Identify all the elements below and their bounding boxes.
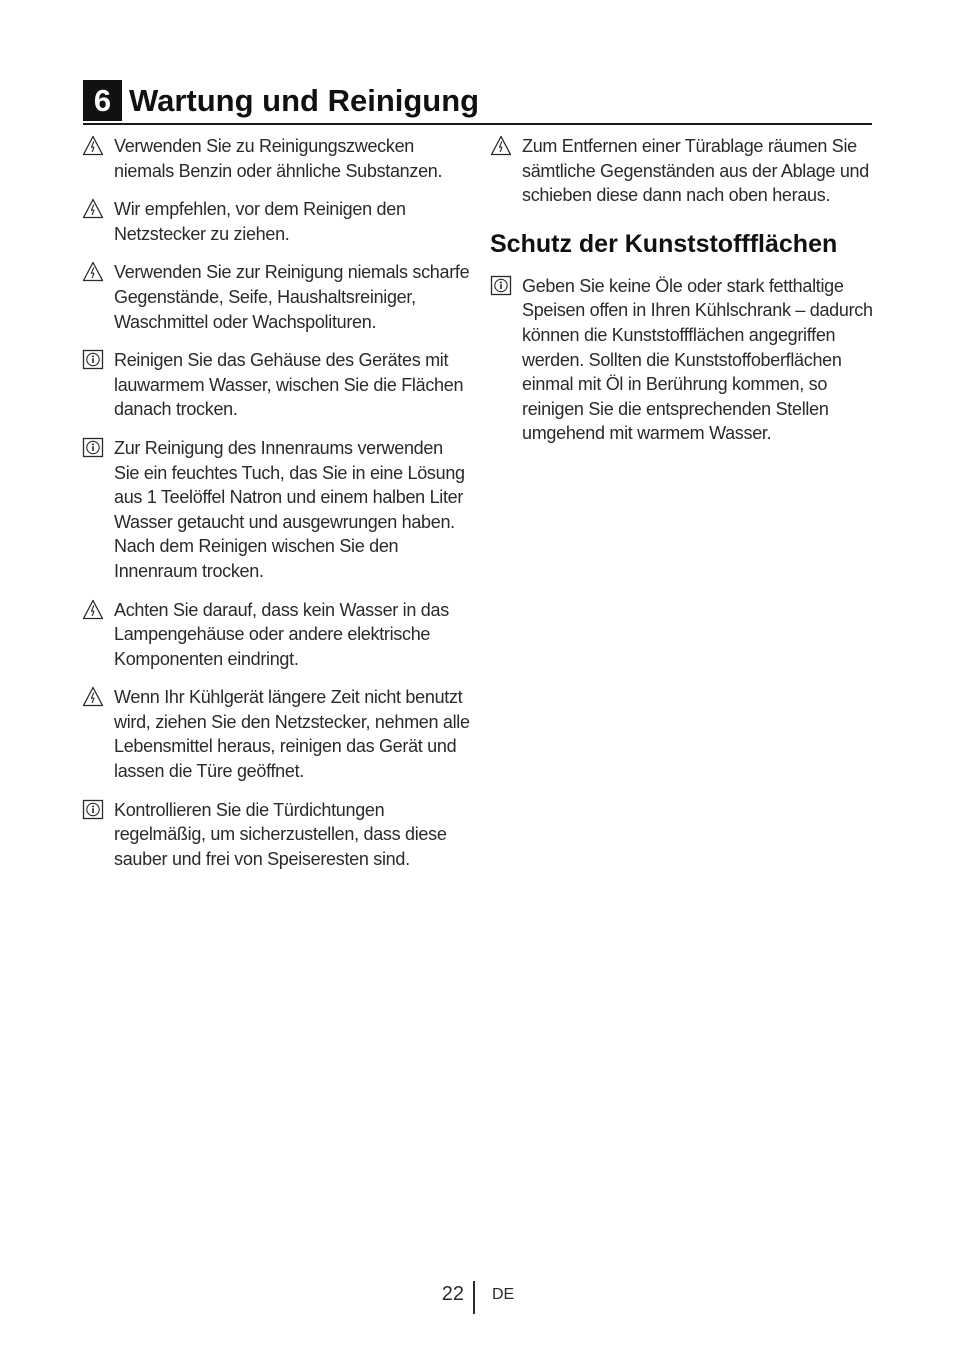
item-text: Kontrollieren Sie die Türdichtungen regelmäßig, um sicherzustellen, dass diese sauber und frei von Speiseresten sind. xyxy=(114,799,447,869)
info-icon xyxy=(490,275,512,296)
item-text: Achten Sie darauf, dass kein Wasser in das Lampengehäuse oder andere elektrische Komponenten eindringt. xyxy=(114,599,449,669)
language-code: DE xyxy=(492,1286,515,1303)
warning-icon xyxy=(82,261,104,282)
list-item xyxy=(82,348,472,422)
item-text: Geben Sie keine Öle oder stark fetthaltige Speisen offen in Ihren Kühlschrank – dadurch können die Kunststoffflächen angegriffen werden. Sollten die Kunststoffoberflächen einmal mit Öl in Berührung kommen, so reinigen Sie die entsprechenden Stellen umgehend mit warmem Wasser. xyxy=(522,275,873,444)
list-item xyxy=(82,260,472,334)
list-item xyxy=(82,598,472,672)
list-item xyxy=(490,134,875,208)
warning-icon xyxy=(82,135,104,156)
warning-icon xyxy=(82,198,104,219)
item-text: Reinigen Sie das Gehäuse des Gerätes mit lauwarmem Wasser, wischen Sie die Flächen danach trocken. xyxy=(114,350,464,420)
item-text: Wir empfehlen, vor dem Reinigen den Netzstecker zu ziehen. xyxy=(114,199,406,244)
footer-divider xyxy=(473,1281,475,1314)
list-item xyxy=(82,685,472,783)
warning-icon xyxy=(82,686,104,707)
right-column xyxy=(490,134,875,460)
list-item xyxy=(82,197,472,246)
page-number: 22 xyxy=(441,1283,464,1305)
item-text: Zum Entfernen einer Türablage räumen Sie sämtliche Gegenständen aus der Ablage und schieben diese dann nach oben heraus. xyxy=(522,136,869,206)
chapter-header xyxy=(83,80,872,125)
left-column xyxy=(82,134,472,885)
item-text: Zur Reinigung des Innenraums verwenden Sie ein feuchtes Tuch, das Sie in eine Lösung aus 1 Teelöffel Natron und einem halben Liter Wasser getaucht und ausgewrungen haben. Nach dem Reinigen wischen Sie den Innenraum trocken. xyxy=(114,437,465,581)
info-icon xyxy=(82,349,104,370)
warning-icon xyxy=(82,599,104,620)
info-icon xyxy=(82,799,104,820)
list-item xyxy=(82,134,472,183)
item-text: Verwenden Sie zu Reinigungszwecken niemals Benzin oder ähnliche Substanzen. xyxy=(114,136,443,181)
list-item xyxy=(82,436,472,584)
chapter-title: Wartung und Reinigung xyxy=(129,83,480,118)
list-item xyxy=(490,274,875,446)
info-icon xyxy=(82,437,104,458)
chapter-number: 6 xyxy=(83,80,122,121)
item-text: Verwenden Sie zur Reinigung niemals scharfe Gegenstände, Seife, Haushaltsreiniger, Waschmittel oder Wachspolituren. xyxy=(114,262,470,332)
warning-icon xyxy=(490,135,512,156)
item-text: Wenn Ihr Kühlgerät längere Zeit nicht benutzt wird, ziehen Sie den Netzstecker, nehmen alle Lebensmittel heraus, reinigen das Gerät und lassen die Türe geöffnet. xyxy=(114,687,470,782)
section-title: Schutz der Kunststoffflächen xyxy=(490,229,838,258)
list-item xyxy=(82,798,472,872)
